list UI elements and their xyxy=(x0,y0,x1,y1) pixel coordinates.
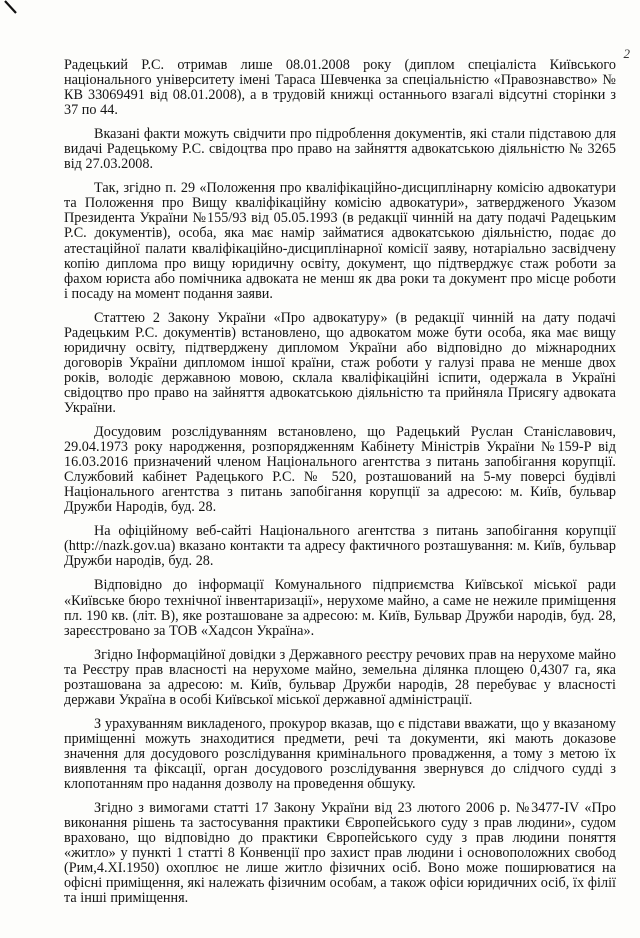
document-body xyxy=(64,58,616,915)
paragraph: Відповідно до інформації Комунального підприємства Київської міської ради «Київське бюро технічної інвентаризації», нерухоме майно, а саме не нежиле приміщення пл. 190 кв. (літ. В), яке розташоване за адресою: м. Київ, Бульвар Дружби народів, буд. 28, зареєстровано за ТОВ «Хадсон Україна». xyxy=(64,577,616,639)
paragraph: Досудовим розслідуванням встановлено, що Радецький Руслан Станіславович, 29.04.1973 року народження, розпорядженням Кабінету Міністрів України №159-Р від 16.03.2016 призначений членом Національного агентства з питань запобігання корупції. Службовий кабінет Радецького Р.С. № 520, розташований на 5-му поверсі будівлі Національного агентства з питань запобігання корупції за адресою: м. Київ, бульвар Дружби Народів, буд. 28. xyxy=(64,424,616,516)
paragraph: Радецький Р.С. отримав лише 08.01.2008 року (диплом спеціаліста Київського національного університету імені Тараса Шевченка за спеціальністю «Правознавство» № КВ 33069491 від 08.01.2008), а в трудовій книжці останнього взагалі відсутні сторінки з 37 по 44. xyxy=(64,57,616,119)
paragraph: Вказані факти можуть свідчити про підроблення документів, які стали підставою для видачі Радецькому Р.С. свідоцтва про право на зайняття адвокатською діяльністю № 3265 від 27.03.2008. xyxy=(64,126,616,173)
paragraph: Згідно з вимогами статті 17 Закону України від 23 лютого 2006 р. №3477-IV «Про виконання рішень та застосування практики Європейського суду з прав людини», судом враховано, що відповідно до практики Європейського суду з прав людини поняття «житло» у пункті 1 статті 8 Конвенції про захист прав людини і основоположних свобод (Рим,4.ХІ.1950) охоплює не лише житло фізичних осіб. Воно може поширюватися на офісні приміщення, які належать фізичним особам, а також офіси юридичних осіб, їх філії та інші приміщення. xyxy=(64,800,616,907)
paragraph: Так, згідно п. 29 «Положення про кваліфікаційно-дисциплінарну комісію адвокатури та Положення про Вищу кваліфікаційну комісію адвокатури», затвердженого Указом Президента України №155/93 від 05.05.1993 (в редакції чинній на дату подачі Радецьким Р.С. документів), особа, яка має намір займатися адвокатською діяльністю, подає до атестаційної палати кваліфікаційно-дисциплінарної комісії заяву, нотаріально засвідчену копію диплома про вищу юридичну освіту, документ, що підтверджує стаж роботи за фахом юриста або помічника адвоката не менш як два роки та документ про місце роботи і посаду на момент подання заяви. xyxy=(64,180,616,302)
paragraph: На офіційному веб-сайті Національного агентства з питань запобігання корупції (http://nazk.gov.ua) вказано контакти та адресу фактичного розташування: м. Київ, бульвар Дружби народів, буд. 28. xyxy=(64,523,616,570)
page-number: 2 xyxy=(623,46,630,61)
paragraph: З урахуванням викладеного, прокурор вказав, що є підстави вважати, що у вказаному приміщенні можуть знаходитися предмети, речі та документи, які мають доказове значення для досудового розслідування кримінального провадження, а тому з метою їх виявлення та фіксації, орган досудового розслідування звернувся до слідчого судді з клопотанням про надання дозволу на проведення обшуку. xyxy=(64,715,616,793)
paragraph: Статтею 2 Закону України «Про адвокатуру» (в редакції чинній на дату подачі Радецьким Р.С. документів) встановлено, що адвокатом може бути особа, яка має вищу юридичну освіту, підтверджену дипломом України або відповідно до міжнародних договорів України дипломом іншої країни, стаж роботи у галузі права не менше двох років, володіє державною мовою, склала кваліфікаційні іспити, одержала в Україні свідоцтво про право на зайняття адвокатською діяльністю та прийняла Присягу адвоката України. xyxy=(64,309,616,416)
paragraph: Згідно Інформаційної довідки з Державного реєстру речових прав на нерухоме майно та Реєстру прав власності на нерухоме майно, земельна ділянка площею 0,4307 га, яка розташована за адресою: м. Київ, бульвар Дружби народів, 28 перебуває у власності держави Україна в особі Київської міської державної адміністрації. xyxy=(64,646,616,708)
scan-corner-mark xyxy=(2,0,20,18)
